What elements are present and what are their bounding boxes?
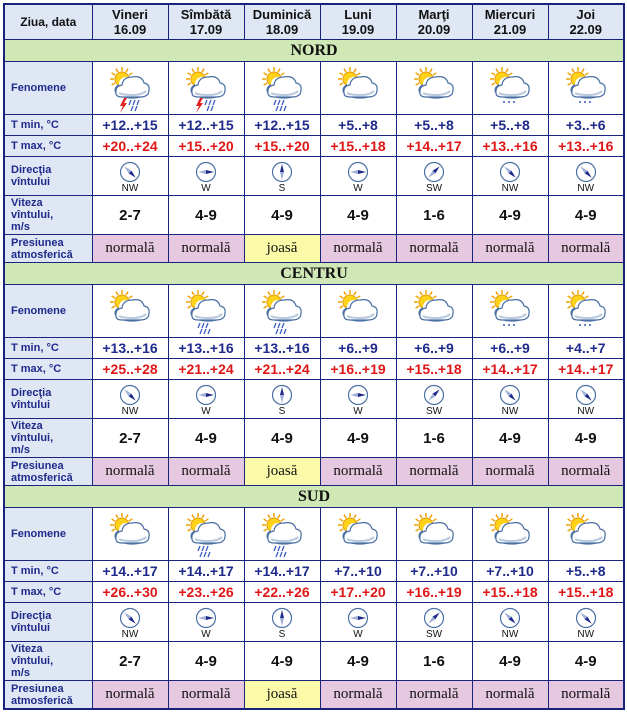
wind-direction-compass-icon: [119, 607, 141, 629]
row-label-text: Presiunea: [11, 236, 64, 249]
day-name: Vineri: [112, 7, 148, 22]
weather-icon-cell: [168, 62, 244, 115]
wind-direction-compass-icon: [347, 607, 369, 629]
wind-direction-label: [4, 157, 92, 196]
sun-cloud-icon: [330, 508, 386, 560]
sun-cloud-drizzle-icon: [482, 62, 538, 114]
wind-direction-text: SW: [425, 182, 443, 194]
wind-direction-compass-icon: [347, 384, 369, 406]
pressure-value: normală: [92, 458, 168, 486]
wind-speed-label: [4, 419, 92, 458]
weather-icon-cell: [320, 62, 396, 115]
wind-direction-compass-icon: [575, 384, 597, 406]
wind-direction-text: NW: [121, 182, 139, 194]
wind-speed-value: 4-9: [168, 196, 244, 235]
wind-speed-value: 4-9: [168, 419, 244, 458]
row-label-text: m/s: [11, 444, 30, 456]
tmax-value: +21..+24: [168, 359, 244, 380]
weather-icon-cell: [320, 285, 396, 338]
wind-direction-text: S: [278, 182, 286, 194]
wind-direction-cell: [168, 157, 244, 196]
sun-cloud-icon: [102, 508, 158, 560]
row-label-text: vîntului: [11, 622, 51, 634]
wind-direction-text: W: [201, 405, 211, 417]
tmin-value: +4..+7: [548, 338, 624, 359]
row-label-text: Presiunea: [11, 682, 64, 695]
weather-icon-cell: [92, 62, 168, 115]
wind-direction-compass-icon: [119, 384, 141, 406]
row-label-text: Direcţia: [11, 164, 52, 176]
weather-icon-cell: [244, 62, 320, 115]
wind-direction-text: NW: [501, 405, 519, 417]
region-row: [4, 486, 624, 508]
row-label-text: T min, °C: [11, 565, 59, 577]
fenomene-label: [4, 508, 92, 561]
tmin-value: +6..+9: [396, 338, 472, 359]
wind-speed-value: 4-9: [244, 419, 320, 458]
row-label-text: T max, °C: [11, 586, 62, 598]
sun-cloud-drizzle-icon: [558, 62, 614, 114]
wind-speed-label: [4, 196, 92, 235]
day-date: 20.09: [417, 22, 451, 37]
wind-direction-cell: [168, 380, 244, 419]
day-date: 22.09: [569, 22, 603, 37]
pressure-value: normală: [320, 458, 396, 486]
pressure-row: [4, 235, 624, 263]
weather-icon-cell: [92, 285, 168, 338]
tmin-row: [4, 338, 624, 359]
sun-cloud-rain-icon: [254, 62, 310, 114]
pressure-value: normală: [92, 235, 168, 263]
tmin-value: +7..+10: [472, 561, 548, 582]
wind-direction-compass-icon: [575, 161, 597, 183]
pressure-value: joasă: [244, 235, 320, 263]
tmax-value: +15..+18: [320, 136, 396, 157]
day-header: [472, 4, 548, 40]
wind-speed-value: 4-9: [472, 419, 548, 458]
wind-direction-text: S: [278, 405, 286, 417]
tmax-label: [4, 359, 92, 380]
wind-direction-row: [4, 380, 624, 419]
wind-speed-value: 4-9: [320, 642, 396, 681]
weather-icon-cell: [92, 508, 168, 561]
wind-direction-cell: [168, 603, 244, 642]
pressure-value: normală: [472, 458, 548, 486]
wind-speed-value: 2-7: [92, 642, 168, 681]
day-header: [548, 4, 624, 40]
tmax-label: [4, 582, 92, 603]
wind-direction-compass-icon: [195, 161, 217, 183]
row-label-text: Viteza: [11, 197, 43, 209]
tmin-value: +12..+15: [92, 115, 168, 136]
weather-icon-cell: [396, 285, 472, 338]
tmax-value: +20..+24: [92, 136, 168, 157]
wind-speed-value: 2-7: [92, 419, 168, 458]
tmin-row: [4, 115, 624, 136]
tmax-value: +15..+18: [472, 582, 548, 603]
pressure-value: normală: [168, 681, 244, 710]
day-header: [320, 4, 396, 40]
fenomene-label: [4, 62, 92, 115]
tmin-value: +5..+8: [320, 115, 396, 136]
wind-speed-value: 4-9: [548, 196, 624, 235]
pressure-label: [4, 681, 92, 710]
weather-icon-cell: [396, 508, 472, 561]
tmax-value: +13..+16: [548, 136, 624, 157]
tmax-value: +14..+17: [472, 359, 548, 380]
row-label-text: atmosferică: [11, 694, 73, 707]
wind-direction-text: NW: [121, 628, 139, 640]
wind-direction-cell: [244, 603, 320, 642]
weather-icon-cell: [244, 285, 320, 338]
fenomene-row: [4, 285, 624, 338]
pressure-value: normală: [320, 681, 396, 710]
sun-cloud-thunder-rain-icon: [102, 62, 158, 114]
weather-icon-cell: [168, 508, 244, 561]
row-label-text: vîntului,: [11, 432, 54, 444]
wind-direction-cell: [320, 380, 396, 419]
wind-direction-text: SW: [425, 628, 443, 640]
tmax-value: +13..+16: [472, 136, 548, 157]
row-label-text: atmosferică: [11, 248, 73, 261]
wind-direction-compass-icon: [195, 384, 217, 406]
day-name: Luni: [344, 7, 372, 22]
tmin-value: +7..+10: [320, 561, 396, 582]
tmax-value: +15..+18: [548, 582, 624, 603]
wind-speed-value: 2-7: [92, 196, 168, 235]
wind-direction-text: NW: [121, 405, 139, 417]
wind-direction-cell: [472, 380, 548, 419]
wind-direction-text: W: [353, 628, 363, 640]
wind-direction-text: NW: [501, 182, 519, 194]
pressure-value: joasă: [244, 458, 320, 486]
tmax-value: +14..+17: [548, 359, 624, 380]
wind-direction-cell: [244, 380, 320, 419]
wind-direction-compass-icon: [499, 161, 521, 183]
wind-direction-cell: [244, 157, 320, 196]
header-row: [4, 4, 624, 40]
tmin-label: [4, 115, 92, 136]
pressure-value: normală: [472, 681, 548, 710]
pressure-value: normală: [396, 681, 472, 710]
wind-speed-value: 4-9: [548, 419, 624, 458]
pressure-label: [4, 458, 92, 486]
tmax-value: +16..+19: [320, 359, 396, 380]
wind-direction-compass-icon: [271, 161, 293, 183]
day-date: 16.09: [113, 22, 147, 37]
tmin-row: [4, 561, 624, 582]
tmax-label: [4, 136, 92, 157]
tmax-value: +14..+17: [396, 136, 472, 157]
tmax-value: +25..+28: [92, 359, 168, 380]
tmax-row: [4, 359, 624, 380]
day-header: [396, 4, 472, 40]
sun-cloud-icon: [406, 508, 462, 560]
wind-speed-value: 1-6: [396, 642, 472, 681]
tmax-value: +15..+18: [396, 359, 472, 380]
pressure-value: normală: [92, 681, 168, 710]
sun-cloud-icon: [406, 285, 462, 337]
day-name: Miercuri: [484, 7, 536, 22]
wind-speed-value: 4-9: [320, 196, 396, 235]
header-corner-label: Ziua, data: [4, 4, 92, 40]
pressure-value: normală: [168, 458, 244, 486]
wind-speed-value: 4-9: [320, 419, 396, 458]
day-date: 19.09: [341, 22, 375, 37]
wind-speed-value: 4-9: [244, 642, 320, 681]
weather-icon-cell: [472, 62, 548, 115]
sun-cloud-drizzle-icon: [482, 285, 538, 337]
tmax-row: [4, 136, 624, 157]
wind-direction-text: W: [201, 628, 211, 640]
row-label-text: vîntului,: [11, 209, 54, 221]
sun-cloud-icon: [406, 62, 462, 114]
wind-direction-cell: [548, 380, 624, 419]
weather-icon-cell: [548, 508, 624, 561]
wind-speed-value: 1-6: [396, 196, 472, 235]
day-date: 17.09: [189, 22, 223, 37]
wind-direction-compass-icon: [499, 607, 521, 629]
tmax-value: +21..+24: [244, 359, 320, 380]
wind-direction-label: [4, 603, 92, 642]
day-header: [244, 4, 320, 40]
row-label-text: m/s: [11, 667, 30, 679]
tmax-row: [4, 582, 624, 603]
row-label-text: vîntului,: [11, 655, 54, 667]
pressure-value: normală: [548, 458, 624, 486]
wind-direction-label: [4, 380, 92, 419]
region-title: CENTRU: [4, 263, 624, 285]
tmax-value: +23..+26: [168, 582, 244, 603]
row-label-text: Direcţia: [11, 387, 52, 399]
wind-speed-value: 4-9: [472, 642, 548, 681]
sun-cloud-icon: [558, 508, 614, 560]
pressure-row: [4, 681, 624, 710]
wind-speed-value: 1-6: [396, 419, 472, 458]
tmin-value: +6..+9: [320, 338, 396, 359]
tmin-value: +14..+17: [92, 561, 168, 582]
row-label-text: Presiunea: [11, 459, 64, 472]
wind-direction-cell: [92, 157, 168, 196]
sun-cloud-rain-icon: [178, 285, 234, 337]
day-header: [92, 4, 168, 40]
tmax-value: +15..+20: [244, 136, 320, 157]
wind-direction-text: W: [353, 405, 363, 417]
pressure-row: [4, 458, 624, 486]
tmin-value: +12..+15: [168, 115, 244, 136]
wind-direction-compass-icon: [347, 161, 369, 183]
day-name: Joi: [576, 7, 596, 22]
row-label-text: Viteza: [11, 643, 43, 655]
wind-direction-cell: [320, 157, 396, 196]
wind-direction-text: W: [201, 182, 211, 194]
wind-direction-compass-icon: [423, 607, 445, 629]
weather-icon-cell: [396, 62, 472, 115]
wind-speed-value: 4-9: [244, 196, 320, 235]
forecast-body: [4, 4, 624, 709]
row-label-text: T max, °C: [11, 363, 62, 375]
wind-direction-text: W: [353, 182, 363, 194]
fenomene-row: [4, 508, 624, 561]
row-label-text: vîntului: [11, 399, 51, 411]
weather-icon-cell: [472, 285, 548, 338]
tmin-value: +3..+6: [548, 115, 624, 136]
wind-direction-text: NW: [501, 628, 519, 640]
row-label-text: Viteza: [11, 420, 43, 432]
row-label-text: vîntului: [11, 176, 51, 188]
day-date: 21.09: [493, 22, 527, 37]
wind-speed-value: 4-9: [548, 642, 624, 681]
row-label-text: m/s: [11, 221, 30, 233]
pressure-value: normală: [396, 235, 472, 263]
wind-direction-text: NW: [577, 182, 595, 194]
wind-direction-compass-icon: [195, 607, 217, 629]
row-label-text: Direcţia: [11, 610, 52, 622]
day-name: Sîmbătă: [180, 7, 232, 22]
tmin-value: +12..+15: [244, 115, 320, 136]
tmin-value: +13..+16: [92, 338, 168, 359]
pressure-label: [4, 235, 92, 263]
tmin-value: +13..+16: [168, 338, 244, 359]
sun-cloud-thunder-rain-icon: [178, 62, 234, 114]
region-row: [4, 263, 624, 285]
sun-cloud-rain-icon: [178, 508, 234, 560]
pressure-value: normală: [320, 235, 396, 263]
wind-direction-cell: [320, 603, 396, 642]
tmin-value: +13..+16: [244, 338, 320, 359]
weather-icon-cell: [320, 508, 396, 561]
sun-cloud-icon: [482, 508, 538, 560]
tmin-value: +6..+9: [472, 338, 548, 359]
tmax-value: +16..+19: [396, 582, 472, 603]
wind-direction-compass-icon: [119, 161, 141, 183]
region-title: SUD: [4, 486, 624, 508]
row-label-text: atmosferică: [11, 471, 73, 484]
wind-speed-value: 4-9: [472, 196, 548, 235]
day-date: 18.09: [265, 22, 299, 37]
tmin-label: [4, 338, 92, 359]
tmin-value: +7..+10: [396, 561, 472, 582]
tmax-value: +15..+20: [168, 136, 244, 157]
row-label-text: T min, °C: [11, 342, 59, 354]
pressure-value: normală: [548, 681, 624, 710]
weather-icon-cell: [472, 508, 548, 561]
row-label-text: T min, °C: [11, 119, 59, 131]
wind-direction-compass-icon: [423, 161, 445, 183]
wind-direction-cell: [92, 380, 168, 419]
pressure-value: normală: [548, 235, 624, 263]
day-name: Marţi: [418, 7, 450, 22]
tmin-value: +5..+8: [548, 561, 624, 582]
pressure-value: joasă: [244, 681, 320, 710]
wind-direction-cell: [548, 157, 624, 196]
wind-direction-compass-icon: [499, 384, 521, 406]
tmin-value: +5..+8: [472, 115, 548, 136]
sun-cloud-drizzle-icon: [558, 285, 614, 337]
fenomene-row: [4, 62, 624, 115]
wind-speed-row: [4, 196, 624, 235]
region-title: NORD: [4, 40, 624, 62]
tmax-value: +26..+30: [92, 582, 168, 603]
sun-cloud-icon: [102, 285, 158, 337]
wind-direction-text: NW: [577, 405, 595, 417]
wind-speed-row: [4, 419, 624, 458]
day-name: Duminică: [252, 7, 312, 22]
sun-cloud-rain-icon: [254, 285, 310, 337]
wind-direction-cell: [396, 157, 472, 196]
wind-direction-row: [4, 157, 624, 196]
weather-icon-cell: [168, 285, 244, 338]
wind-direction-text: NW: [577, 628, 595, 640]
wind-direction-cell: [472, 603, 548, 642]
tmax-value: +22..+26: [244, 582, 320, 603]
tmax-value: +17..+20: [320, 582, 396, 603]
wind-direction-text: S: [278, 628, 286, 640]
weather-icon-cell: [244, 508, 320, 561]
wind-direction-cell: [548, 603, 624, 642]
pressure-value: normală: [168, 235, 244, 263]
day-header: [168, 4, 244, 40]
forecast-table: [3, 3, 625, 710]
wind-direction-cell: [92, 603, 168, 642]
wind-direction-compass-icon: [423, 384, 445, 406]
wind-direction-cell: [472, 157, 548, 196]
tmin-value: +14..+17: [244, 561, 320, 582]
wind-direction-text: SW: [425, 405, 443, 417]
row-label-text: Fenomene: [11, 305, 67, 317]
sun-cloud-icon: [330, 285, 386, 337]
weather-icon-cell: [548, 62, 624, 115]
row-label-text: Fenomene: [11, 528, 67, 540]
tmin-value: +5..+8: [396, 115, 472, 136]
wind-speed-label: [4, 642, 92, 681]
region-row: [4, 40, 624, 62]
wind-speed-row: [4, 642, 624, 681]
wind-direction-cell: [396, 603, 472, 642]
sun-cloud-icon: [330, 62, 386, 114]
pressure-value: normală: [396, 458, 472, 486]
fenomene-label: [4, 285, 92, 338]
tmin-label: [4, 561, 92, 582]
sun-cloud-rain-icon: [254, 508, 310, 560]
weather-icon-cell: [548, 285, 624, 338]
wind-direction-cell: [396, 380, 472, 419]
wind-speed-value: 4-9: [168, 642, 244, 681]
wind-direction-compass-icon: [271, 384, 293, 406]
wind-direction-compass-icon: [575, 607, 597, 629]
wind-direction-row: [4, 603, 624, 642]
pressure-value: normală: [472, 235, 548, 263]
row-label-text: Fenomene: [11, 82, 67, 94]
tmin-value: +14..+17: [168, 561, 244, 582]
row-label-text: T max, °C: [11, 140, 62, 152]
wind-direction-compass-icon: [271, 607, 293, 629]
